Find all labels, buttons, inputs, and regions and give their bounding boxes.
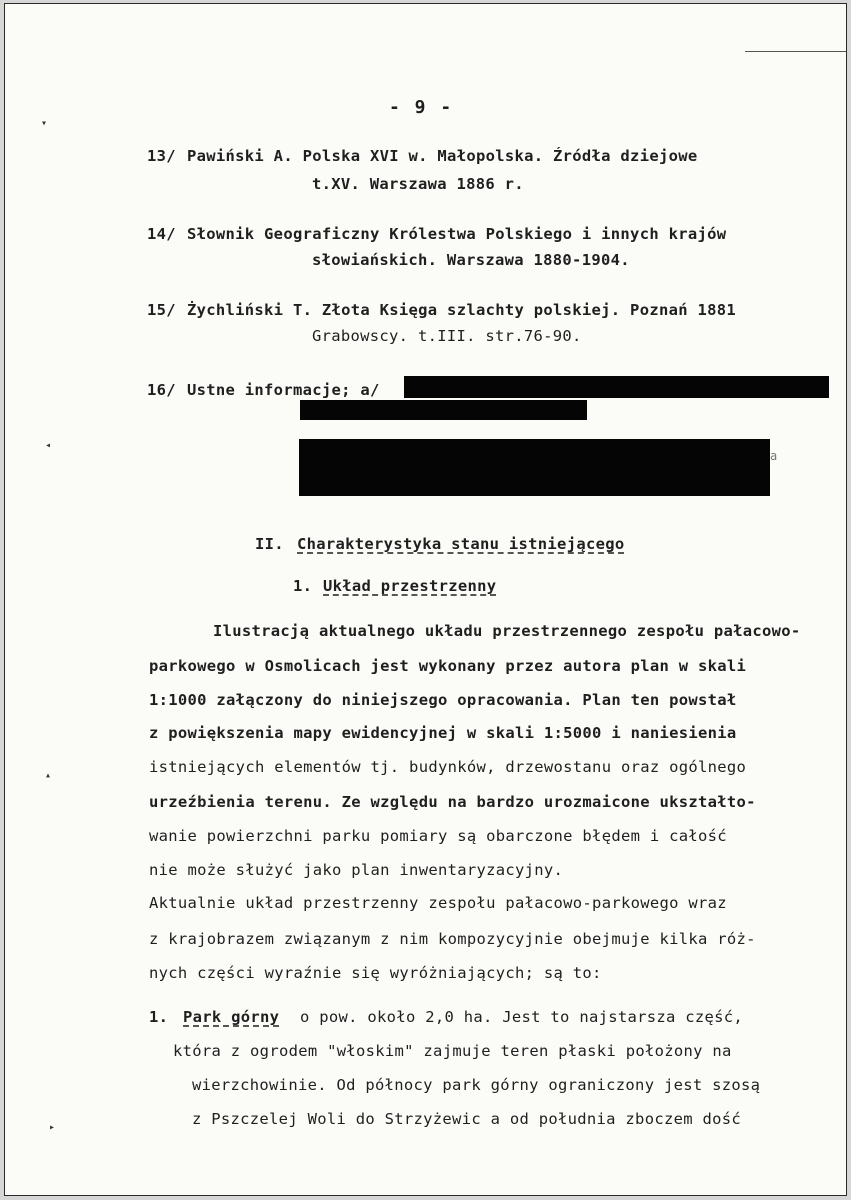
paragraph-line: nie może służyć jako plan inwentaryzacyjny. [149,861,564,879]
reference-16-number: 16/ [147,381,176,399]
redaction-block [404,376,829,398]
reference-13-number: 13/ [147,147,176,165]
subsection-number: 1. [293,577,313,595]
list-item-line: z Pszczelej Woli do Strzyżewic a od południa zboczem dość [192,1110,742,1128]
scan-edge-line [745,51,847,52]
paragraph-line: Ilustracją aktualnego układu przestrzennego zespołu pałacowo- [213,622,801,640]
paragraph-line: Aktualnie układ przestrzenny zespołu pałacowo-parkowego wraz [149,894,727,912]
margin-mark: ▸ [49,1122,56,1133]
reference-15-line1: Żychliński T. Złota Księga szlachty polskiej. Poznań 1881 [187,301,737,319]
paragraph-line: parkowego w Osmolicach jest wykonany przez autora plan w skali [149,657,747,675]
reference-14-line1: Słownik Geograficzny Królestwa Polskiego i innych krajów [187,225,727,243]
reference-14-number: 14/ [147,225,176,243]
section-title: Charakterystyka stanu istniejącego [297,535,625,553]
list-item-line: która z ogrodem "włoskim" zajmuje teren płaski położony na [173,1042,732,1060]
margin-mark: ▾ [41,118,48,129]
paragraph-line: nych części wyraźnie się wyróżniających; są to: [149,964,602,982]
list-item-term: Park górny [183,1008,280,1026]
reference-13-line1: Pawiński A. Polska XVI w. Małopolska. Źródła dziejowe [187,147,698,165]
reference-15-number: 15/ [147,301,176,319]
list-item-line: wierzchowinie. Od północy park górny ograniczony jest szosą [192,1076,761,1094]
list-item-line: o pow. około 2,0 ha. Jest to najstarsza część, [300,1008,744,1026]
paragraph-line: urzeźbienia terenu. Ze względu na bardzo urozmaicone ukształto- [149,793,756,811]
section-numeral: II. [255,535,284,553]
redaction-block [300,400,587,420]
paragraph-line: istniejących elementów tj. budynków, drzewostanu oraz ogólnego [149,758,747,776]
page-number: - 9 - [389,97,454,118]
paragraph-line: wanie powierzchni parku pomiary są obarczone błędem i całość [149,827,727,845]
reference-15-line2: Grabowscy. t.III. str.76-90. [312,327,582,345]
subsection-title: Układ przestrzenny [323,577,497,595]
margin-mark: ◂ [45,440,52,451]
reference-14-line2: słowiańskich. Warszawa 1880-1904. [312,251,630,269]
document-page [4,3,847,1196]
list-item-number: 1. [149,1008,169,1026]
reference-16-line1: Ustne informacje; a/ [187,381,380,399]
redaction-block [299,439,770,496]
paragraph-line: z powiększenia mapy ewidencyjnej w skali 1:5000 i naniesienia [149,724,737,742]
redaction-trailing-char: a [770,449,778,463]
paragraph-line: 1:1000 załączony do niniejszego opracowania. Plan ten powstał [149,691,737,709]
margin-mark: ▴ [45,770,52,781]
reference-13-line2: t.XV. Warszawa 1886 r. [312,175,524,193]
paragraph-line: z krajobrazem związanym z nim kompozycyjnie obejmuje kilka róż- [149,930,756,948]
